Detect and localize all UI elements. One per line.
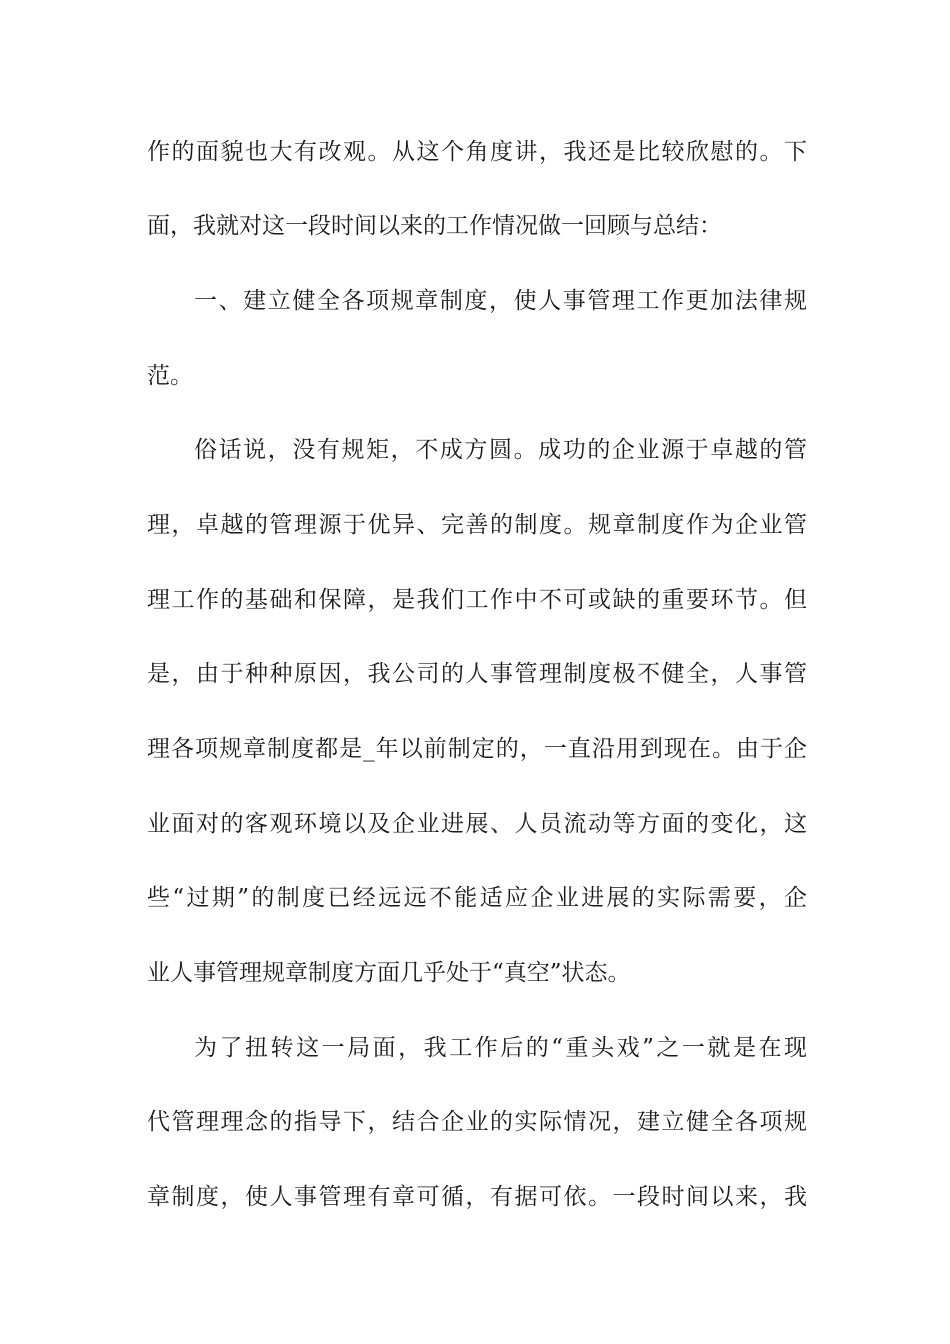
heading-line: 一、建立健全各项规章制度，使人事管理工作更加法律规 <box>194 288 807 314</box>
text-line: 理各项规章制度都是_年以前制定的，一直沿用到现在。由于企 <box>147 736 807 762</box>
text-line: 俗话说，没有规矩，不成方圆。成功的企业源于卓越的管 <box>194 437 807 463</box>
text-line: 业人事管理规章制度方面几乎处于“真空”状态。 <box>147 960 631 986</box>
text-line: 代管理理念的指导下，结合企业的实际情况，建立健全各项规 <box>147 1109 807 1135</box>
text-line: 是，由于种种原因，我公司的人事管理制度极不健全，人事管 <box>147 661 807 687</box>
text-line: 理工作的基础和保障，是我们工作中不可或缺的重要环节。但 <box>147 587 807 613</box>
heading-line: 范。 <box>147 363 193 389</box>
text-line: 作的面貌也大有改观。从这个角度讲，我还是比较欣慰的。下 <box>147 139 807 165</box>
text-line: 章制度，使人事管理有章可循，有据可依。一段时间以来，我 <box>147 1184 807 1210</box>
text-line: 些“过期”的制度已经远远不能适应企业进展的实际需要，企 <box>147 885 807 911</box>
text-line: 面，我就对这一段时间以来的工作情况做一回顾与总结： <box>147 213 722 239</box>
text-line: 理，卓越的管理源于优异、完善的制度。规章制度作为企业管 <box>147 512 807 538</box>
text-line: 为了扭转这一局面，我工作后的“重头戏”之一就是在现 <box>194 1035 807 1061</box>
text-line: 业面对的客观环境以及企业进展、人员流动等方面的变化，这 <box>147 811 807 837</box>
